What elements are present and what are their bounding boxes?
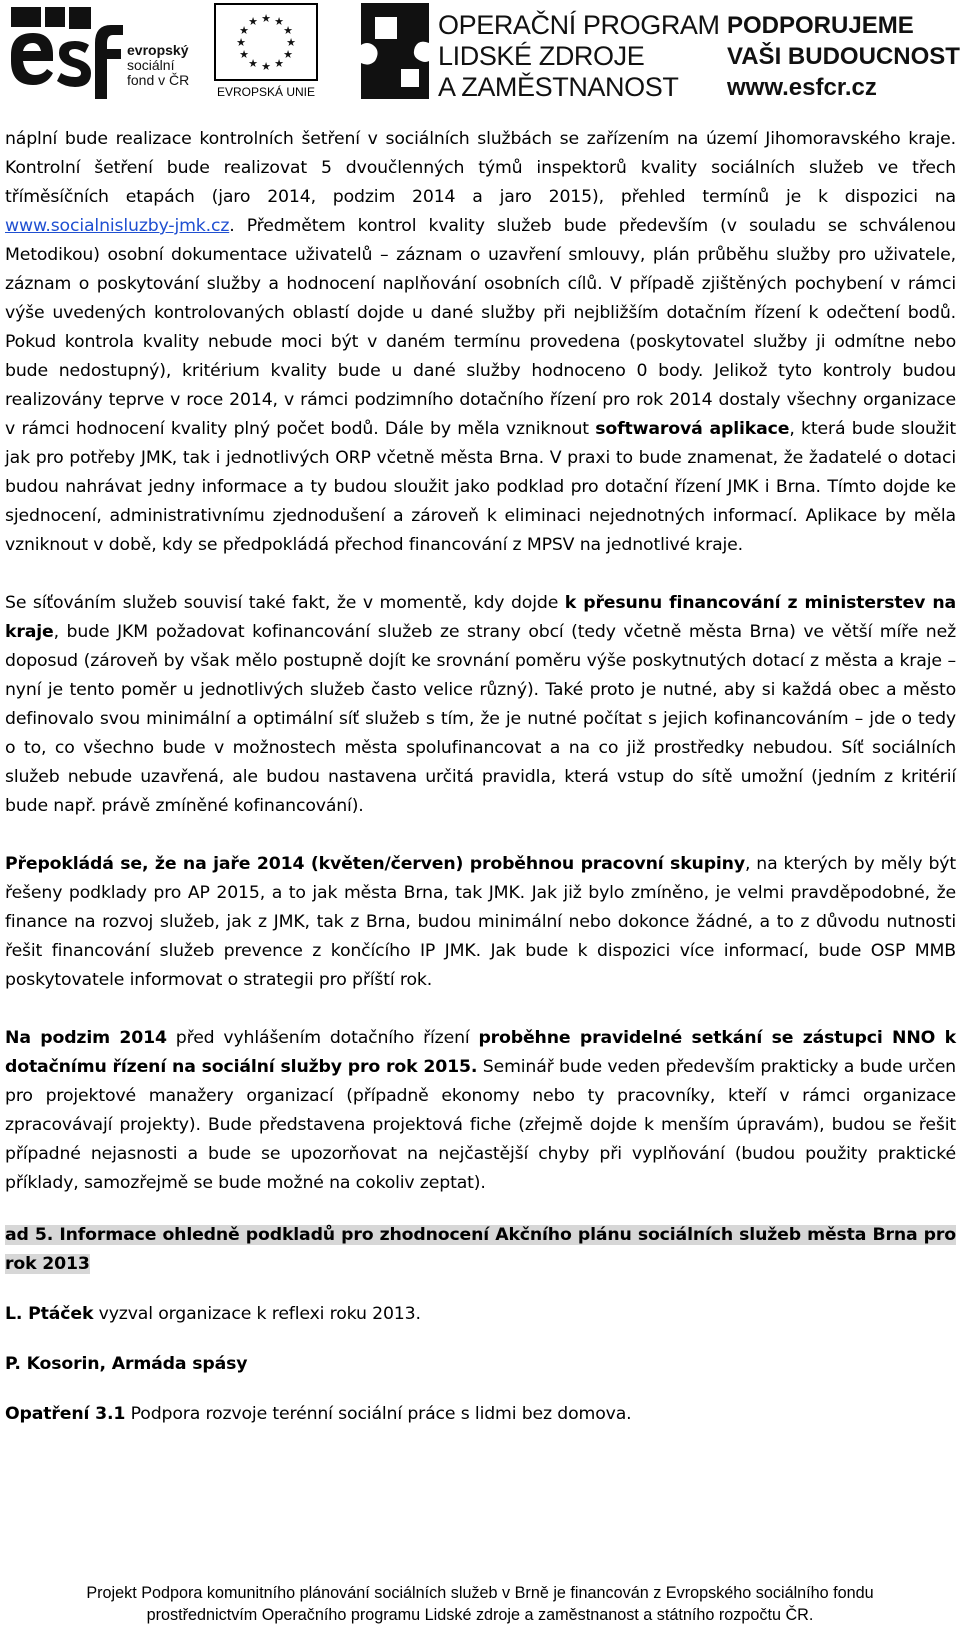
socialnisluzby-link[interactable]: www.socialnisluzby-jmk.cz — [5, 216, 230, 236]
svg-text:★: ★ — [248, 57, 258, 70]
paragraph-working-groups — [5, 850, 956, 995]
paragraph-text: před vyhlášením dotačního řízení — [166, 1028, 479, 1048]
footer-line-2: prostřednictvím Operačního programu Lidské zdroje a zaměstnanost a státního rozpočtu ČR. — [146, 1606, 814, 1624]
op-line-1: OPERAČNÍ PROGRAM — [438, 10, 720, 40]
esf-logo — [5, 3, 200, 99]
op-program-title — [438, 10, 720, 103]
paragraph-text: , na kterých by měly být řešeny podklady pro AP 2015, a to jak města Brna, tak JMK. Jak již bylo zmíněno, je velmi pravděpodobné, že finance na rozvoj služeb, jak z JMK, tak z Brna, budou minimální nebo dokonce žádné, a to z důvodu nutnosti řešit financování služeb prevence z končícího IP JMK. Jak bude k dispozici více informací, bude OSP MMB poskytovatele informovat o strategii pro příští rok. — [5, 854, 956, 990]
support-url: www.esfcr.cz — [727, 74, 877, 101]
paragraph-text: náplní bude realizace kontrolních šetření v sociálních službách se zařízením na území Jihomoravského kraje. Kontrolní šetření bude realizovat 5 dvoučlenných týmů inspektorů kvality sociálních služeb ve třech tříměsíčních etapách (jaro 2014, podzim 2014 a jaro 2015), přehled termínů je k dispozici na — [5, 129, 956, 207]
svg-text:★: ★ — [283, 48, 293, 61]
svg-text:★: ★ — [248, 15, 258, 28]
esf-line-1: evropský — [127, 42, 189, 58]
esf-letters-icon — [5, 3, 125, 99]
paragraph-measure — [5, 1400, 956, 1429]
paragraph-text: Se síťováním služeb souvisí také fakt, že v momentě, kdy dojde — [5, 593, 565, 613]
op-line-3: A ZAMĚSTNANOST — [438, 72, 679, 102]
paragraph-speaker — [5, 1350, 956, 1379]
paragraph-text: . Předmětem kontrol kvality služeb bude především (v souladu se schválenou Metodikou) osobní dokumentace uživatelů – záznam o uzavření smlouvy, plán průběhu služby pro uživatele, záznam o poskytování služby a hodnocení naplňování osobních cílů. V případě zjištěných pochybení v rámci výše uvedených kontrolovaných oblastí dojde u dané služby při nejbližším dotačním řízení k odečtení bodů. Pokud kontrola kvality nebude moci být v daném termínu provedena (poskytovatel služby ji odmítne nebo bude nedostupný), kritérium kvality bude u dané služby hodnoceno 0 body. Jelikož tyto kontroly budou realizovány teprve v roce 2014, v rámci podzimního dotačního řízení pro rok 2014 dostaly všechny organizace v rámci hodnocení kvality plný počet bodů. Dále by měla vzniknout — [5, 216, 956, 439]
page-footer — [0, 1582, 960, 1626]
op-puzzle-icon — [361, 3, 429, 99]
bold-text: Na podzim 2014 — [5, 1028, 167, 1048]
paragraph-text: , bude JKM požadovat kofinancování služeb ze strany obcí (tedy včetně města Brna) ve větší míře než doposud (zároveň by však mělo postupně dojít ke srovnání poměru výše poskytnutých dotací z města a kraje – nyní je tento poměr u jednotlivých služeb často velice různý). Také proto je nutné, aby si každá obec a město definovalo svou minimální a optimální síť služeb s tím, že je nutné počítat s jejich kofinancováním – jde o tedy o to, co všechno bude v možnostech města spolufinancovat a na co již prostředky nebudou. Síť sociálních služeb nebude uzavřená, ale budou nastavena určitá pravidla, která vstup do sítě umožní (jedním z kritérií bude např. právě zmíněné kofinancování). — [5, 622, 956, 816]
bold-text: k přesunu financování z ministerstev na kraje — [5, 593, 956, 642]
esf-wordmark — [127, 43, 189, 88]
paragraph-quality-control — [5, 125, 956, 560]
bold-text: Opatření 3.1 — [5, 1404, 126, 1424]
esf-line-2: sociální — [127, 57, 175, 73]
bold-text: Přepokládá se, že na jaře 2014 (květen/červen) proběhnou pracovní skupiny — [5, 854, 745, 874]
section-heading — [5, 1221, 956, 1279]
svg-text:★: ★ — [239, 48, 249, 61]
svg-text:★: ★ — [283, 24, 293, 37]
eu-flag-icon — [214, 3, 318, 81]
paragraph-text: , která bude sloužit jak pro potřeby JMK, tak i jednotlivých ORP včetně města Brna. V praxi to bude znamenat, že žadatelé o dotaci budou nahrávat jedny informace a ty budou sloužit jako podklad pro dotační řízení JMK i Brna. Tímto dojde ke sjednocení, administrativnímu zjednodušení a zároveň k eliminaci nejednotných informací. Aplikace by měla vzniknout v době, kdy se předpokládá přechod financování z MPSV na jednotlivé kraje. — [5, 419, 956, 555]
svg-text:★: ★ — [236, 36, 246, 49]
svg-text:★: ★ — [274, 15, 284, 28]
paragraph-text: Seminář bude veden především prakticky a bude určen pro projektové manažery organizací (případně ekonomy nebo ty pracovníky, kteří v rámci organizace zpracovávají projekty). Bude představena projektová fiche (zřejmě dojde k menším úpravám), budou se řešit případné nejasnosti a bude se upozorňovat na nejčastější chyby při vyplňování (budou použity praktické příklady, samozřejmě se bude možné na cokoliv zeptat). — [5, 1057, 956, 1193]
paragraph-ptacek — [5, 1300, 956, 1329]
paragraph-text: Podpora rozvoje terénní sociální práce s lidmi bez domova. — [125, 1404, 632, 1424]
footer-line-1: Projekt Podpora komunitního plánování sociálních služeb v Brně je financován z Evropského sociálního fondu — [86, 1584, 874, 1602]
document-body — [5, 125, 956, 1429]
support-line-2: VAŠI BUDOUCNOST — [727, 43, 960, 70]
paragraph-autumn-meeting — [5, 1024, 956, 1198]
paragraph-text: vyzval organizace k reflexi roku 2013. — [93, 1304, 421, 1324]
page-header — [0, 0, 960, 120]
bold-text: softwarová aplikace — [595, 419, 790, 439]
svg-text:★: ★ — [261, 60, 271, 73]
svg-text:★: ★ — [286, 36, 296, 49]
support-slogan — [727, 10, 960, 103]
paragraph-financing — [5, 589, 956, 821]
esf-line-3: fond v ČR — [127, 72, 190, 88]
svg-text:★: ★ — [274, 57, 284, 70]
support-line-1: PODPORUJEME — [727, 12, 914, 39]
svg-text:★: ★ — [239, 24, 249, 37]
op-line-2: LIDSKÉ ZDROJE — [438, 41, 645, 71]
eu-caption: EVROPSKÁ UNIE — [216, 85, 316, 99]
eu-logo — [210, 3, 322, 99]
bold-text: proběhne pravidelné setkání se zástupci NNO k dotačnímu řízení na sociální služby pro rok 2015. — [5, 1028, 956, 1077]
bold-text: P. Kosorin, Armáda spásy — [5, 1354, 248, 1374]
section-heading-text: ad 5. Informace ohledně podkladů pro zhodnocení Akčního plánu sociálních služeb města Brna pro rok 2013 — [5, 1225, 956, 1274]
bold-text: L. Ptáček — [5, 1304, 94, 1324]
svg-text:★: ★ — [261, 12, 271, 25]
